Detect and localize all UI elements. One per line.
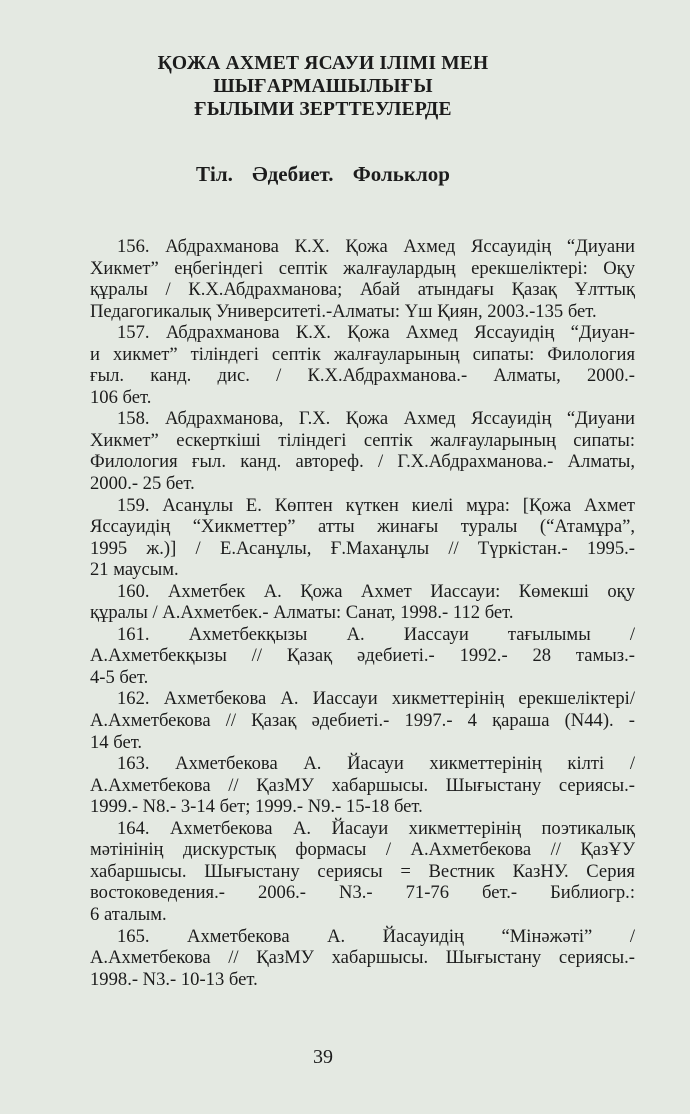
entry-line: Хикмет” ескерткіші тіліндегі септік жалғауларының сипаты: <box>90 429 635 451</box>
bibliography-entry <box>90 688 635 753</box>
entry-line: құралы / А.Ахметбек.- Алматы: Санат, 1998.- 112 бет. <box>90 602 514 624</box>
entry-line: А.Ахметбекова // ҚазМУ хабаршысы. Шығыстану сериясы.- <box>90 774 635 796</box>
entry-line: 162. Ахметбекова А. Иассауи хикметтерінің ерекшеліктері/ <box>117 688 635 710</box>
entry-line: 106 бет. <box>90 386 152 408</box>
entry-line: 160. Ахметбек А. Қожа Ахмет Иассауи: Көмекші оқу <box>117 580 635 602</box>
entry-line: ғыл. канд. дис. / К.Х.Абдрахманова.- Алматы, 2000.- <box>90 365 635 387</box>
bibliography-entry <box>90 322 635 408</box>
entry-line: Педагогикалық Университеті.-Алматы: Үш Қиян, 2003.-135 бет. <box>90 300 597 322</box>
section-subtitle: Тіл. Әдебиет. Фольклор <box>196 162 450 186</box>
entry-line: Хикмет” еңбегіндегі септік жалғаулардың ерекшеліктері: Оқу <box>90 257 635 279</box>
title-line: ҚОЖА АХМЕТ ЯСАУИ ІЛІМІ МЕН <box>157 53 489 74</box>
entry-line: 21 маусым. <box>90 559 179 581</box>
entry-line: 2000.- 25 бет. <box>90 473 195 495</box>
bibliography-entry <box>90 408 635 494</box>
entry-line: 1995 ж.)] / Е.Асанұлы, Ғ.Маханұлы // Түркістан.- 1995.- <box>90 537 635 559</box>
page-title <box>0 52 646 121</box>
entry-line: 14 бет. <box>90 731 143 753</box>
entry-line: 4-5 бет. <box>90 666 149 688</box>
entry-line: 1998.- N3.- 10-13 бет. <box>90 968 258 990</box>
title-line: ШЫҒАРМАШЫЛЫҒЫ <box>213 76 433 97</box>
bibliography-entry <box>90 753 635 818</box>
bibliography-entry <box>90 818 635 926</box>
page-number: 39 <box>313 1046 333 1068</box>
entry-line: 156. Абдрахманова К.Х. Қожа Ахмед Яссауидің “Диуани <box>117 236 635 257</box>
entry-line: и хикмет” тіліндегі септік жалғауларының сипаты: Филология <box>90 343 635 365</box>
entry-line: хабаршысы. Шығыстану сериясы = Вестник КазНУ. Серия <box>90 860 635 882</box>
entry-line: 164. Ахметбекова А. Йасауи хикметтерінің поэтикалық <box>117 817 635 839</box>
entry-line: А.Ахметбекова // ҚазМУ хабаршысы. Шығыстану сериясы.- <box>90 947 635 969</box>
entry-line: мәтінінің дискурстық формасы / А.Ахметбекова // ҚазҰУ <box>90 839 635 861</box>
bibliography-entry <box>90 495 635 581</box>
bibliography-entry <box>90 926 635 991</box>
entry-line: 161. Ахметбекқызы А. Иассауи тағылымы / <box>117 623 635 645</box>
entry-line: Филология ғыл. канд. автореф. / Г.Х.Абдрахманова.- Алматы, <box>90 451 635 473</box>
entry-line: 165. Ахметбекова А. Йасауидің “Мінәжәті” / <box>117 925 635 947</box>
bibliography-entry <box>90 581 635 624</box>
bibliography-entry <box>90 236 635 322</box>
entry-line: А.Ахметбекова // Қазақ әдебиеті.- 1997.- 4 қараша (N44). - <box>90 710 635 732</box>
bibliography-list <box>90 236 635 990</box>
entry-line: востоковедения.- 2006.- N3.- 71-76 бет.- Библиогр.: <box>90 882 635 904</box>
title-line: ҒЫЛЫМИ ЗЕРТТЕУЛЕРДЕ <box>194 99 452 120</box>
entry-line: құралы / К.Х.Абдрахманова; Абай атындағы Қазақ Ұлттық <box>90 279 635 301</box>
entry-line: А.Ахметбекқызы // Қазақ әдебиеті.- 1992.- 28 тамыз.- <box>90 645 635 667</box>
entry-line: 163. Ахметбекова А. Йасауи хикметтерінің кілті / <box>117 753 635 775</box>
entry-line: 159. Асанұлы Е. Көптен күткен киелі мұра: [Қожа Ахмет <box>117 494 635 516</box>
bibliography-entry <box>90 624 635 689</box>
entry-line: 6 аталым. <box>90 903 167 925</box>
entry-line: Яссауидің “Хикметтер” атты жинағы туралы (“Атамұра”, <box>90 516 635 538</box>
entry-line: 1999.- N8.- 3-14 бет; 1999.- N9.- 15-18 бет. <box>90 796 423 818</box>
entry-line: 157. Абдрахманова К.Х. Қожа Ахмед Яссауидің “Диуан- <box>117 322 635 344</box>
entry-line: 158. Абдрахманова, Г.Х. Қожа Ахмед Яссауидің “Диуани <box>117 408 635 430</box>
